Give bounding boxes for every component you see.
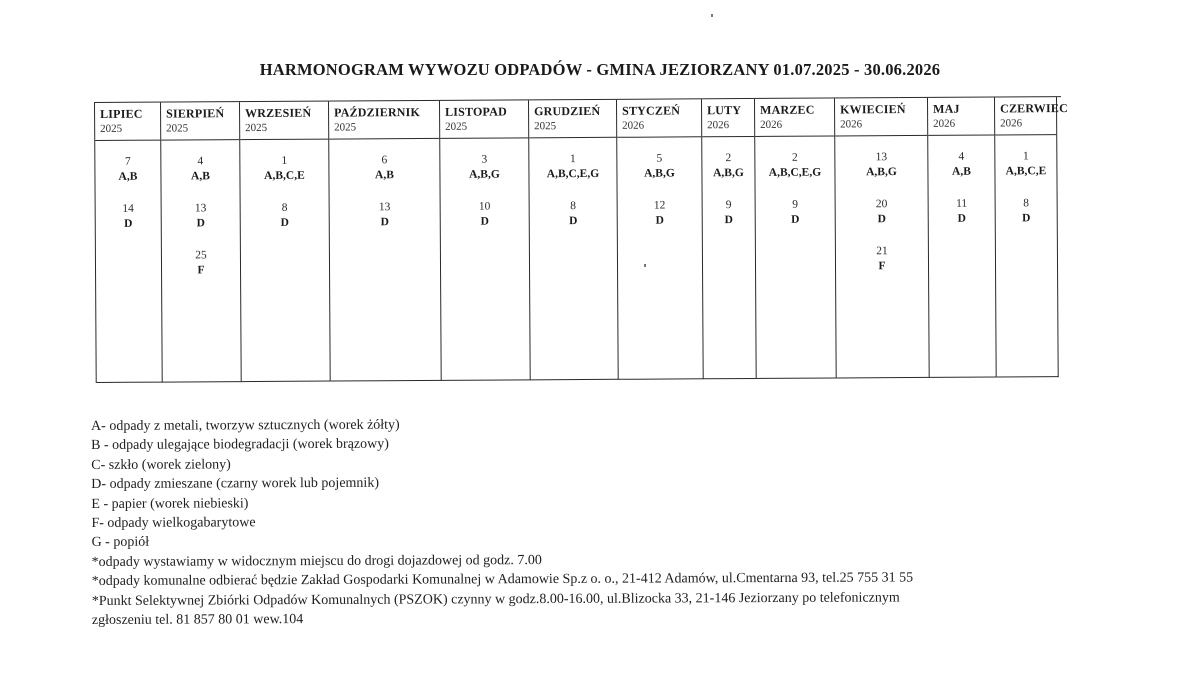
month-name: CZERWIEC <box>1000 101 1068 116</box>
month-column <box>928 97 997 377</box>
collection-entry <box>330 200 440 231</box>
collection-day: 13 <box>378 201 391 214</box>
legend-line: B - odpady ulegające biodegradacji (worek brązowy) <box>91 437 389 454</box>
waste-codes: A,B <box>190 170 210 183</box>
month-header <box>529 100 616 139</box>
month-entries <box>440 138 529 230</box>
waste-codes: D <box>957 212 966 225</box>
month-header <box>329 101 439 140</box>
month-year: 2026 <box>933 117 956 130</box>
collection-day: 2 <box>791 151 798 164</box>
collection-entry <box>996 196 1057 226</box>
month-column <box>995 97 1068 377</box>
collection-entry <box>703 198 755 228</box>
collection-entry <box>702 151 754 181</box>
collection-entry <box>995 149 1056 179</box>
month-year: 2025 <box>245 121 268 135</box>
waste-codes: D <box>655 214 664 227</box>
collection-day: 25 <box>195 249 207 262</box>
collection-day: 4 <box>958 150 965 163</box>
collection-entry <box>96 202 161 232</box>
waste-codes: D <box>196 217 205 230</box>
month-entries <box>161 140 240 278</box>
collection-entry <box>162 248 240 278</box>
month-header <box>835 98 927 137</box>
month-header <box>240 102 328 141</box>
month-column <box>702 99 757 379</box>
waste-codes: D <box>877 213 886 226</box>
month-name: GRUDZIEŃ <box>534 103 601 119</box>
collection-day: 21 <box>876 245 888 258</box>
month-entries <box>617 137 702 229</box>
month-year: 2026 <box>707 119 730 132</box>
collection-entry <box>161 154 239 184</box>
collection-day: 1 <box>569 153 576 166</box>
waste-codes: A,B,C,E,G <box>768 166 822 179</box>
collection-day: 10 <box>478 200 491 213</box>
month-header <box>95 103 160 141</box>
month-entries <box>240 140 329 232</box>
collection-day: 1 <box>281 154 288 167</box>
month-name: LUTY <box>707 103 742 118</box>
month-entries <box>702 137 755 228</box>
month-header <box>617 99 701 138</box>
collection-entry <box>240 154 328 185</box>
waste-codes: A,B,C,E,G <box>546 167 600 181</box>
collection-entry <box>162 201 240 231</box>
collection-day: 1 <box>1022 150 1029 163</box>
month-year: 2025 <box>166 122 189 135</box>
month-header <box>928 98 994 136</box>
waste-codes: A,B <box>951 165 971 178</box>
collection-day: 11 <box>956 197 968 210</box>
collection-day: 20 <box>875 198 888 211</box>
collection-entry <box>241 201 329 232</box>
month-column <box>95 103 163 383</box>
waste-codes: A,B <box>374 169 394 182</box>
month-name: MAJ <box>933 101 960 116</box>
collection-entry <box>835 150 927 181</box>
month-column <box>240 102 331 383</box>
collection-entry <box>441 199 529 230</box>
collection-day: 8 <box>570 200 577 213</box>
month-year: 2025 <box>100 122 123 135</box>
waste-codes: A,B,G <box>713 167 744 180</box>
legend-line: *odpady wystawiamy w widocznym miejscu do drogi dojazdowej od godz. 7.00 <box>91 552 542 570</box>
month-entries <box>928 136 995 227</box>
month-column <box>835 98 930 379</box>
collection-day: 4 <box>197 155 204 168</box>
collection-entry <box>95 155 160 185</box>
month-column <box>755 98 837 378</box>
collection-entry <box>329 153 439 184</box>
legend-line: A- odpady z metali, tworzyw sztucznych (worek żółty) <box>91 417 400 434</box>
collection-day: 6 <box>381 154 388 167</box>
month-name: PAŹDZIERNIK <box>334 105 421 120</box>
waste-codes: D <box>280 216 289 229</box>
month-year: 2025 <box>534 120 557 133</box>
waste-codes: F <box>197 264 205 277</box>
waste-codes: A,B,G <box>866 166 897 179</box>
collection-day: 14 <box>122 202 134 215</box>
month-column <box>529 100 619 381</box>
legend-line: G - popiół <box>91 535 150 551</box>
legend <box>91 413 913 630</box>
scan-speck <box>711 14 713 17</box>
waste-codes: A,B,G <box>469 168 500 181</box>
month-name: SIERPIEŃ <box>166 106 225 121</box>
month-entries <box>329 139 440 231</box>
waste-codes: A,B,C,E <box>1005 165 1047 178</box>
collection-entry <box>755 150 834 180</box>
collection-day: 8 <box>1023 197 1030 210</box>
collection-day: 5 <box>656 152 663 165</box>
collection-entry <box>928 150 994 180</box>
collection-day: 13 <box>194 202 207 215</box>
month-year: 2026 <box>1000 117 1023 130</box>
month-column <box>329 101 442 382</box>
collection-day: 2 <box>725 152 732 165</box>
collection-entry <box>836 244 928 275</box>
month-entries <box>835 136 928 275</box>
collection-day: 9 <box>725 199 732 212</box>
month-header <box>161 102 239 140</box>
month-header <box>440 100 528 139</box>
month-year: 2025 <box>445 120 468 133</box>
month-column <box>161 102 242 382</box>
legend-line: F- odpady wielkogabarytowe <box>91 515 256 532</box>
waste-codes: D <box>724 214 733 227</box>
waste-codes: D <box>124 217 133 230</box>
month-year: 2025 <box>334 121 357 134</box>
scan-speck <box>644 264 646 267</box>
collection-day: 13 <box>875 151 888 164</box>
month-entries <box>95 141 161 232</box>
legend-line: E - papier (worek niebieski) <box>91 495 249 512</box>
month-header <box>995 97 1068 135</box>
legend-line: zgłoszeniu tel. 81 857 80 01 wew.104 <box>91 612 304 629</box>
legend-line: D- odpady zmieszane (czarny worek lub pojemnik) <box>91 475 379 493</box>
collection-day: 12 <box>653 199 666 212</box>
collection-entry <box>530 199 617 230</box>
month-year: 2026 <box>840 118 863 131</box>
collection-entry <box>617 151 701 182</box>
month-column <box>440 100 531 381</box>
collection-entry <box>756 197 835 227</box>
document-title: HARMONOGRAM WYWOZU ODPADÓW - GMINA JEZIORZANY 01.07.2025 - 30.06.2026 <box>259 60 941 79</box>
month-name: LIPIEC <box>100 106 143 121</box>
waste-codes: A,B,C,E <box>264 169 305 182</box>
month-header <box>755 98 834 136</box>
month-entries <box>755 136 835 227</box>
month-year: 2026 <box>622 119 645 132</box>
collection-entry <box>929 197 995 227</box>
legend-line: C- szkło (worek zielony) <box>91 457 231 473</box>
collection-entry <box>529 152 616 183</box>
schedule-table <box>94 96 1068 383</box>
month-column <box>617 99 704 380</box>
waste-codes: D <box>569 215 578 228</box>
collection-entry <box>618 198 702 229</box>
waste-codes: A,B <box>118 170 138 183</box>
month-year: 2026 <box>760 118 783 131</box>
month-name: KWIECIEŃ <box>840 102 906 117</box>
month-name: LISTOPAD <box>445 104 507 119</box>
collection-day: 7 <box>124 155 131 168</box>
month-name: WRZESIEŃ <box>245 105 312 121</box>
collection-entry <box>440 152 528 183</box>
waste-codes: A,B,G <box>644 167 675 180</box>
collection-day: 8 <box>281 201 288 214</box>
legend-line: *odpady komunalne odbierać będzie Zakład Gospodarki Komunalnej w Adamowie Sp.z o. o., 21-412 Adamów, ul.Cmentarna 93, tel.25 755 31 55 <box>91 570 914 590</box>
month-header <box>702 99 754 137</box>
waste-codes: D <box>480 215 489 228</box>
waste-codes: F <box>878 260 886 273</box>
month-entries <box>529 138 617 230</box>
waste-codes: D <box>380 216 389 229</box>
legend-line: *Punkt Selektywnej Zbiórki Odpadów Komunalnych (PSZOK) czynny w godz.8.00-16.00, ul.Blizocka 33, 21-146 Jeziorzany po telefonicznym <box>91 590 900 609</box>
month-name: STYCZEŃ <box>622 103 681 118</box>
month-name: MARZEC <box>760 102 815 117</box>
collection-day: 9 <box>792 198 799 211</box>
collection-day: 3 <box>481 153 488 166</box>
month-entries <box>995 135 1057 226</box>
waste-codes: D <box>1022 212 1031 225</box>
collection-entry <box>836 197 928 228</box>
waste-codes: D <box>791 213 800 226</box>
